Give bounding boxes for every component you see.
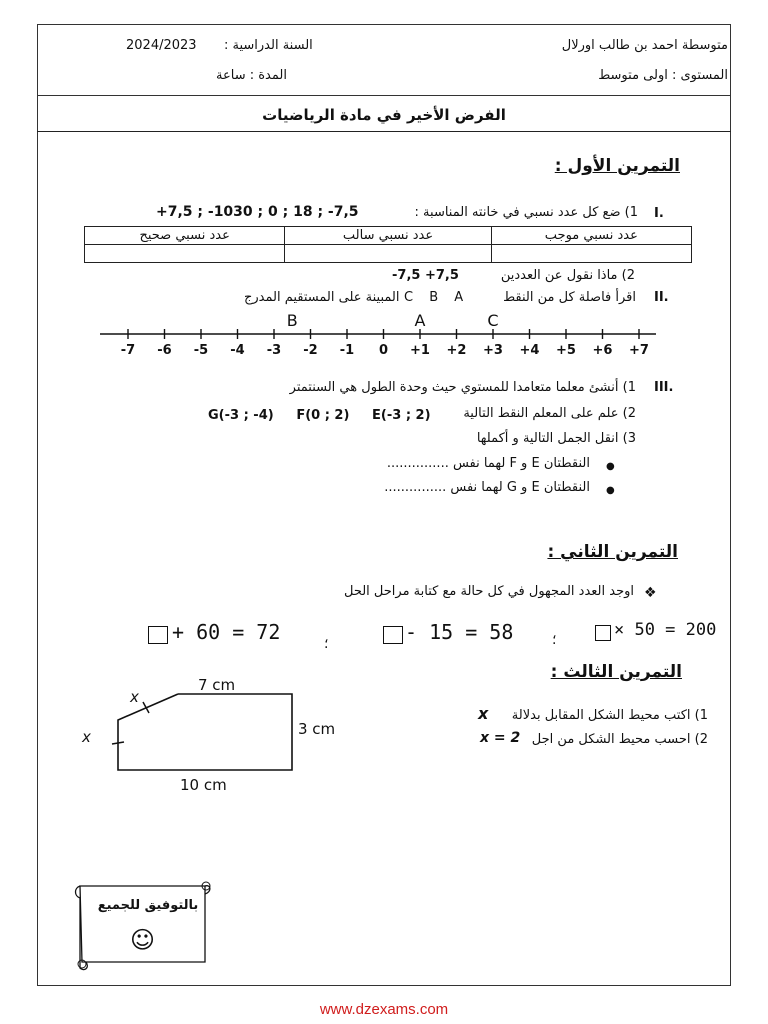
part-3-text: 3) انقل الجمل التالية و أكملها bbox=[476, 431, 636, 446]
equation-3: × 50 = 200 bbox=[614, 620, 717, 640]
axis-tick-label: +5 bbox=[556, 343, 576, 358]
bullet-sentence-1: النقطتان E و F لهما نفس ............... bbox=[386, 456, 590, 471]
table-header-cell: عدد نسبي موجب bbox=[491, 227, 691, 245]
label-diag: x bbox=[130, 688, 139, 706]
axis-tick-label: -7 bbox=[120, 343, 136, 358]
scroll-note-text: بالتوفيق للجميع bbox=[97, 898, 199, 913]
roman-numeral-3: III. bbox=[654, 380, 674, 395]
classification-table bbox=[84, 226, 692, 263]
label-left: x bbox=[82, 728, 91, 746]
footer-link[interactable]: www.dzexams.com bbox=[319, 1001, 449, 1018]
table-row bbox=[85, 245, 692, 263]
axis-tick-label: -1 bbox=[339, 343, 355, 358]
axis-tick-label: -5 bbox=[193, 343, 209, 358]
question-3-text: اقرأ فاصلة كل من النقط bbox=[503, 290, 636, 305]
axis-tick-label: 0 bbox=[378, 343, 389, 358]
part-2-text: 2) علم على المعلم النقط التالية bbox=[463, 406, 636, 421]
smiley-icon: ☺ bbox=[130, 926, 156, 954]
header-box bbox=[37, 24, 731, 96]
roman-numeral-2: II. bbox=[654, 290, 669, 305]
axis-tick-label: -6 bbox=[157, 343, 172, 358]
year-label: السنة الدراسية : bbox=[224, 38, 313, 53]
diamond-bullet-icon: ❖ bbox=[644, 585, 657, 601]
label-right: 3 cm bbox=[298, 720, 336, 738]
axis-tick-label: +2 bbox=[446, 343, 467, 358]
axis-point-label: C bbox=[487, 311, 499, 330]
level-label: المستوى : اولى متوسط bbox=[598, 68, 728, 83]
table-header-cell: عدد نسبي صحيح bbox=[85, 227, 285, 245]
exercise-3-q2: 2) احسب محيط الشكل من اجل bbox=[531, 732, 708, 747]
exercise-2-heading: التمرين الثاني : bbox=[547, 542, 678, 562]
variable-x: x bbox=[478, 704, 489, 723]
axis-tick-label: -3 bbox=[266, 343, 282, 358]
equation-2: - 15 = 58 bbox=[405, 620, 514, 644]
school-year: 2024/2023 bbox=[126, 38, 197, 53]
axis-point-label: B bbox=[286, 311, 298, 330]
question-1-numbers: +7,5 ; -1030 ; 0 ; 18 ; -7,5 bbox=[156, 204, 359, 220]
part-1-text: 1) أنشئ معلما متعامدا للمستوي حيث وحدة الطول هي السنتمتر bbox=[289, 380, 636, 395]
axis-tick-label: +7 bbox=[629, 343, 649, 358]
number-line-labels bbox=[121, 343, 649, 358]
roman-numeral-1: I. bbox=[654, 206, 664, 221]
bullet-icon: ● bbox=[606, 461, 615, 472]
exercise-2-instruction: اوجد العدد المجهول في كل حالة مع كتابة مراحل الحل bbox=[343, 584, 634, 599]
unknown-box-3 bbox=[595, 625, 611, 641]
number-line-points bbox=[287, 311, 499, 330]
axis-tick-label: -4 bbox=[230, 343, 245, 358]
bullet-sentence-2: النقطتان E و G لهما نفس ............... bbox=[384, 480, 590, 495]
axis-tick-label: -2 bbox=[303, 343, 318, 358]
equation-1: + 60 = 72 bbox=[172, 620, 281, 644]
question-2-numbers: -7,5 +7,5 bbox=[392, 268, 459, 283]
table-cell bbox=[491, 245, 691, 263]
label-bottom: 10 cm bbox=[180, 776, 227, 794]
axis-tick-label: +4 bbox=[519, 343, 540, 358]
exam-title: الفرض الأخير في مادة الرياضيات bbox=[262, 106, 506, 124]
left-tick bbox=[112, 742, 124, 744]
exercise-3-heading: التمرين الثالث : bbox=[550, 662, 682, 682]
number-line bbox=[0, 300, 768, 370]
part-2-points: G(-3 ; -4) F(0 ; 2) E(-3 ; 2) bbox=[208, 408, 431, 423]
axis-point-label: A bbox=[414, 311, 426, 330]
table-header-cell: عدد نسبي سالب bbox=[285, 227, 491, 245]
label-top: 7 cm bbox=[198, 676, 236, 694]
bullet-icon: ● bbox=[606, 485, 615, 496]
exercise-3-q1: 1) اكتب محيط الشكل المقابل بدلالة bbox=[511, 708, 708, 723]
table-header-row bbox=[85, 227, 692, 245]
table-cell bbox=[85, 245, 285, 263]
x-value: x = 2 bbox=[480, 730, 521, 746]
question-1-text: 1) ضع كل عدد نسبي في خانته المناسبة : bbox=[414, 205, 638, 220]
axis-tick-label: +6 bbox=[592, 343, 613, 358]
separator-2: ؛ bbox=[552, 632, 557, 648]
shape-figure bbox=[70, 668, 360, 804]
question-3-tail: المبينة على المستقيم المدرج bbox=[244, 290, 400, 305]
question-3-points: C B A bbox=[404, 290, 464, 305]
separator-1: ؛ bbox=[324, 636, 329, 652]
axis-tick-label: +3 bbox=[483, 343, 503, 358]
school-name: متوسطة احمد بن طالب اورلال bbox=[561, 38, 728, 53]
axis-tick-label: +1 bbox=[410, 343, 430, 358]
unknown-box-2 bbox=[383, 626, 403, 644]
table-cell bbox=[285, 245, 491, 263]
duration-label: المدة : ساعة bbox=[216, 68, 287, 83]
question-2-text: 2) ماذا نقول عن العددين bbox=[500, 268, 635, 283]
exercise-1-heading: التمرين الأول : bbox=[554, 156, 680, 176]
unknown-box-1 bbox=[148, 626, 168, 644]
